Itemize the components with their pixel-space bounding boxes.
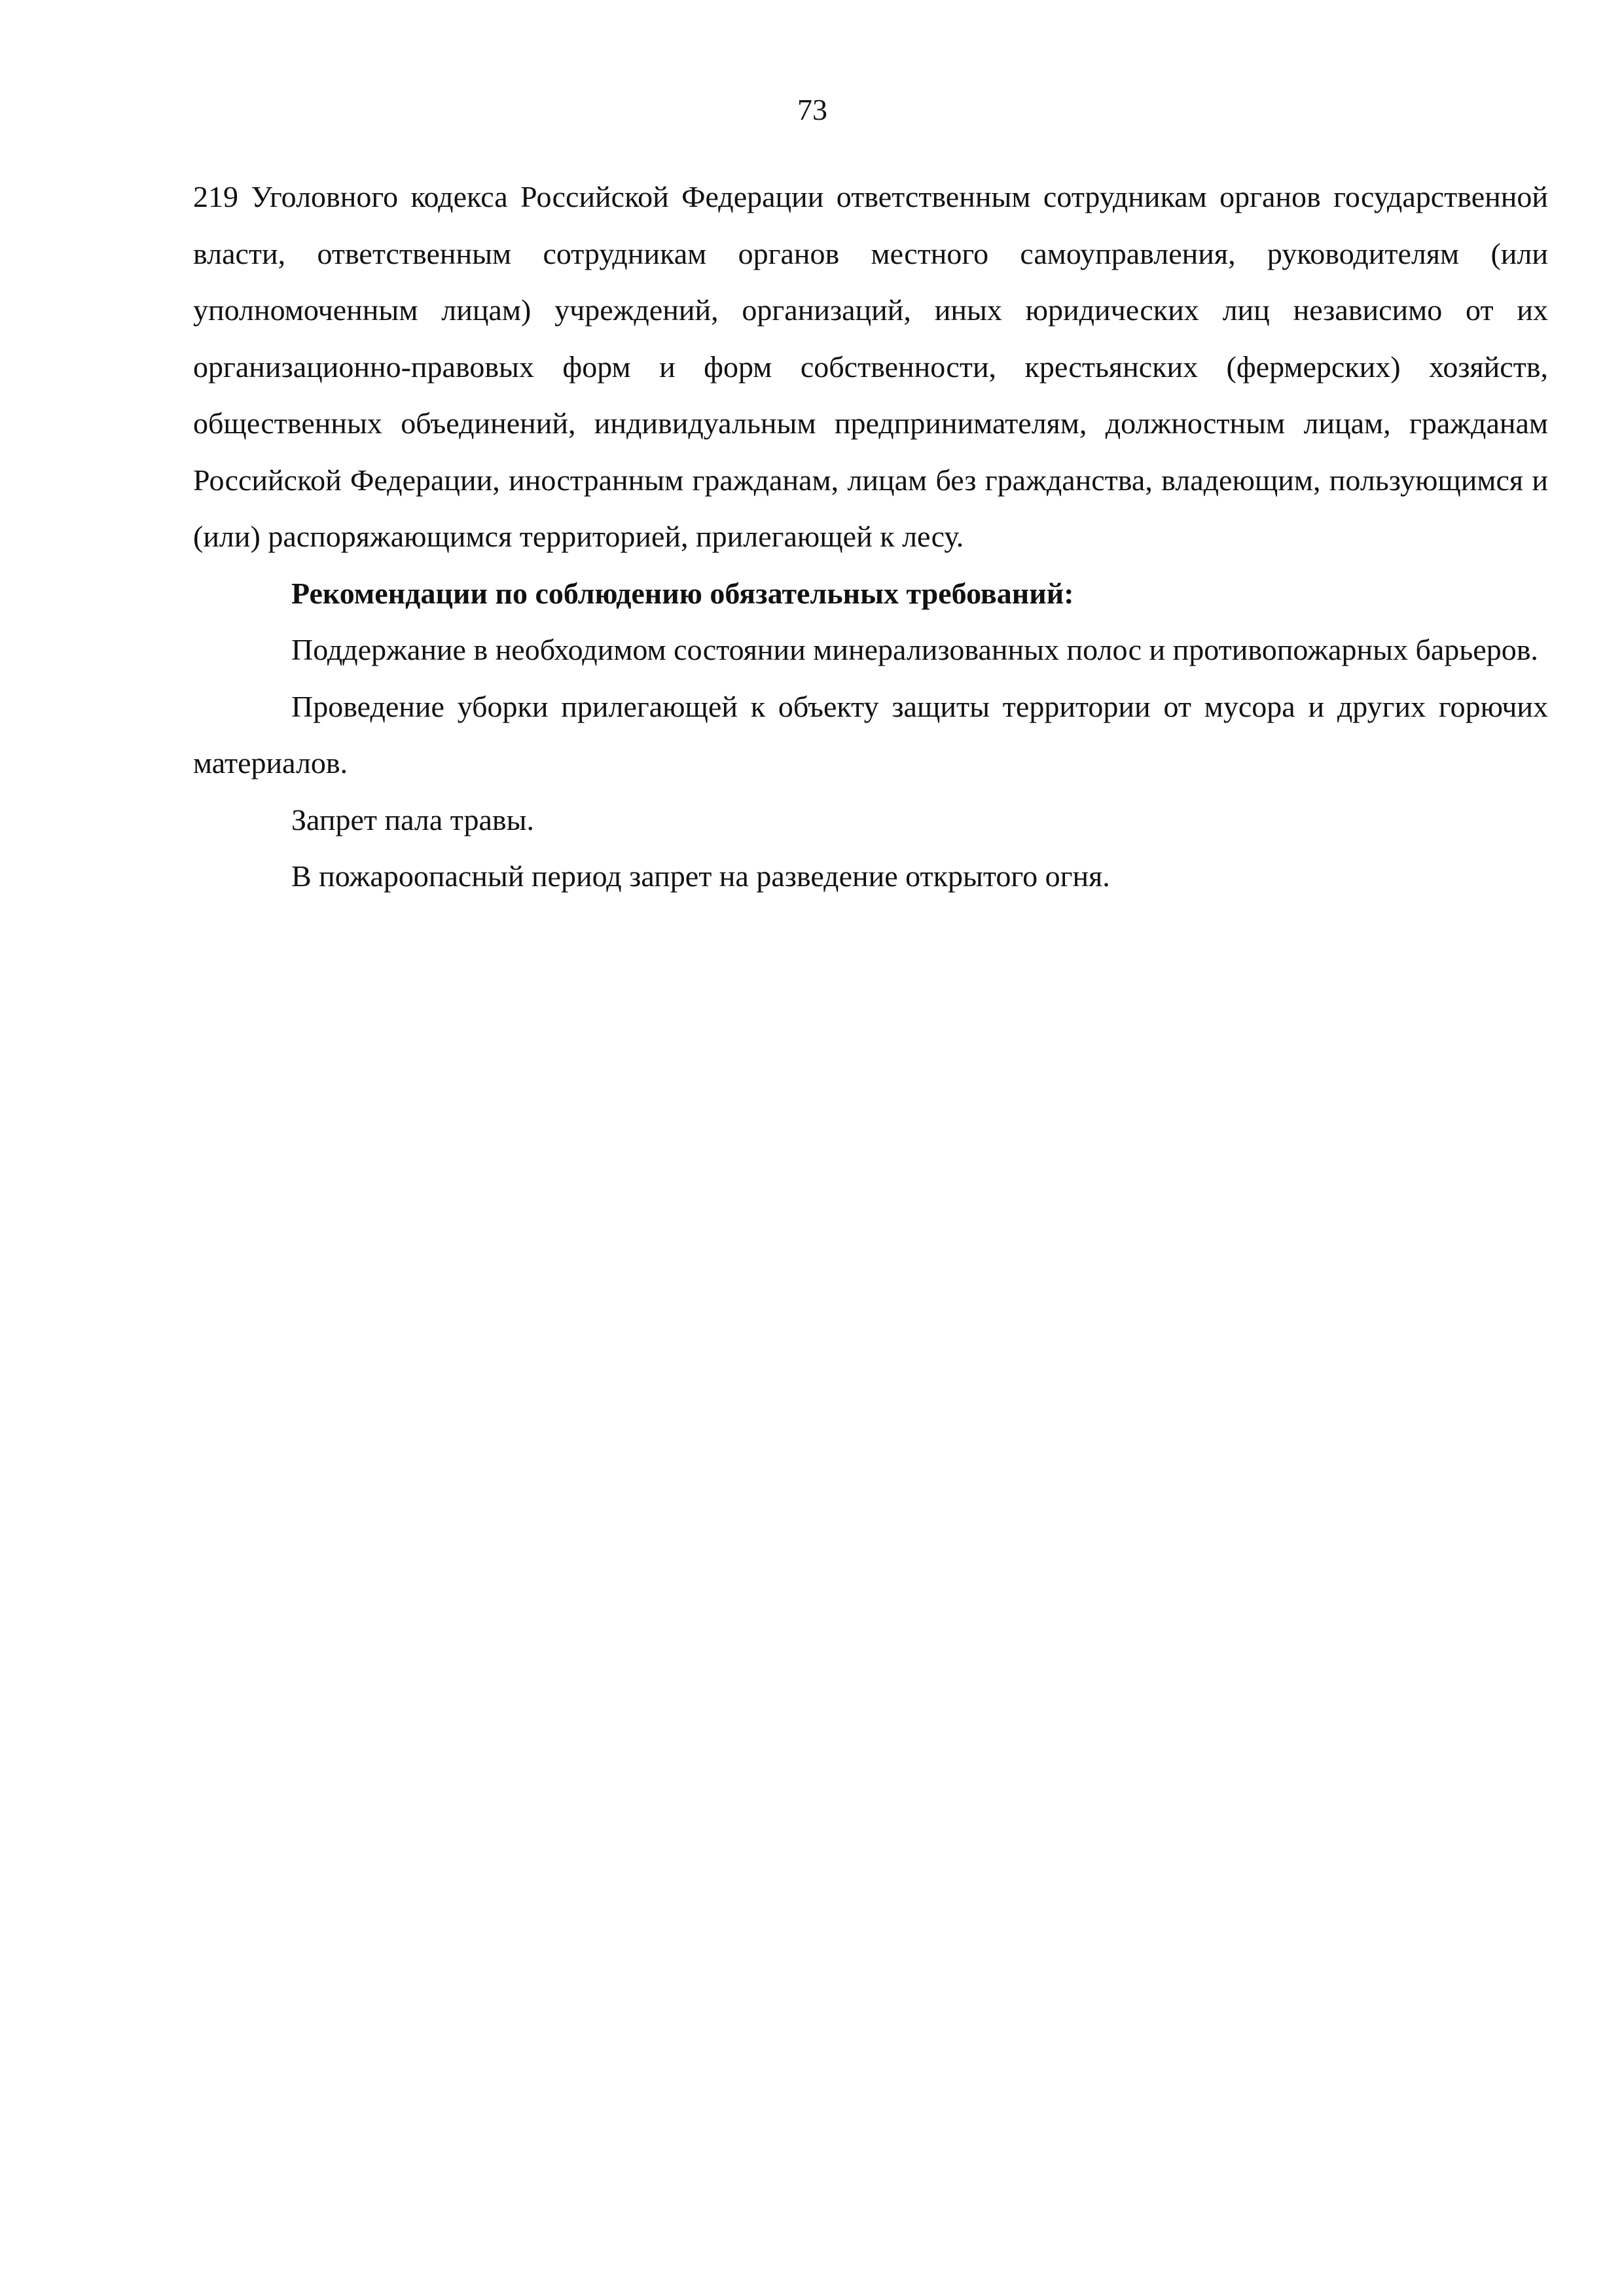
intro-paragraph: 219 Уголовного кодекса Российской Федерации ответственным сотрудникам органов государственной власти, ответственным сотрудникам органов местного самоуправления, руководителям (или уполномоченным лицам) учреждений, организаций, иных юридических лиц независимо от их организационно-правовых форм и форм собственности, крестьянских (фермерских) хозяйств, общественных объединений, индивидуальным предпринимателям, должностным лицам, гражданам Российской Федерации, иностранным гражданам, лицам без гражданства, владеющим, пользующимся и (или) распоряжающимся территорией, прилегающей к лесу. — [193, 180, 1548, 553]
page-number: 73 — [797, 93, 827, 126]
recommendation-paragraph: В пожароопасный период запрет на разведение открытого огня. — [291, 859, 1110, 893]
recommendation-paragraph: Поддержание в необходимом состоянии минерализованных полос и противопожарных барьеров. — [291, 633, 1538, 666]
recommendation-paragraph: Проведение уборки прилегающей к объекту защиты территории от мусора и других горючих материалов. — [193, 689, 1548, 780]
recommendation-paragraph: Запрет пала травы. — [291, 802, 535, 836]
document-body — [193, 169, 1548, 905]
recommendations-heading: Рекомендации по соблюдению обязательных требований: — [291, 576, 1074, 610]
